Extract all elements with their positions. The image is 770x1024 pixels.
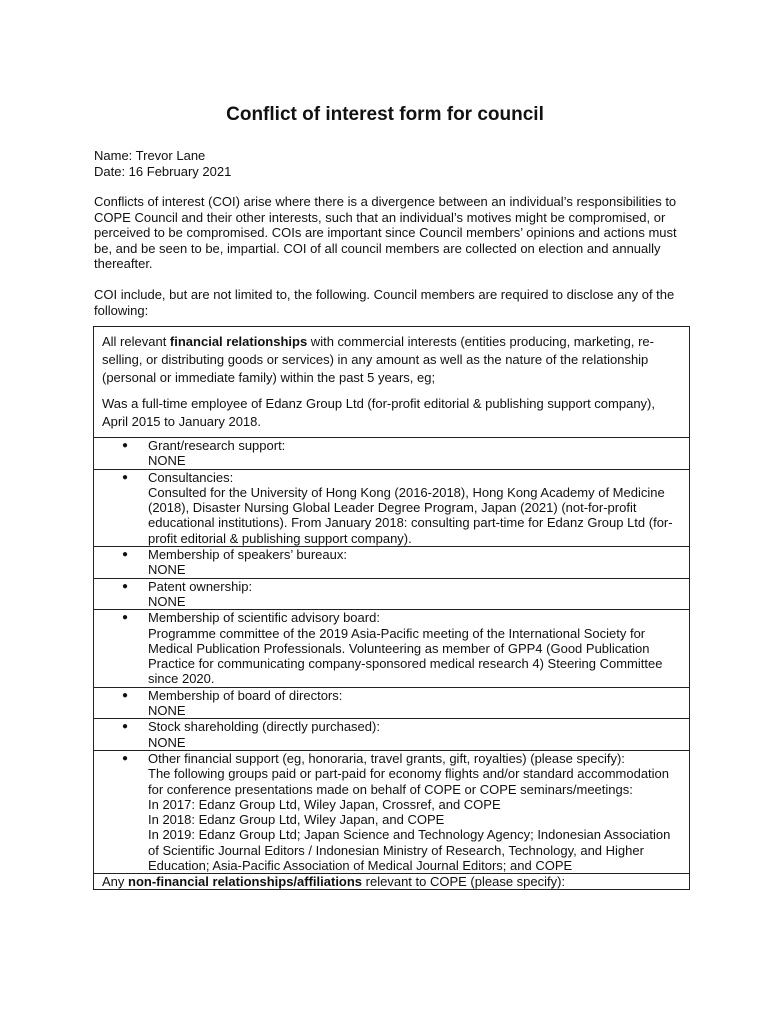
page-title: Conflict of interest form for council [226, 104, 544, 125]
item-heading: Patent ownership: [148, 578, 253, 594]
intro-paragraph: Conflicts of interest (COI) arise where there is a divergence between an individual’s responsibilities to COPE Council and their other interests, such that an individual’s motives might be compromised, or perceived to be compromised. COIs are important since Council members’ opinions and actions must be, and be seen to be, impartial. COI of all council members are collected on election and annually thereafter. [94, 194, 677, 271]
item-heading: Consultancies: [148, 469, 234, 485]
financial-lead-bold: financial relationships [169, 334, 308, 349]
non-financial-lead: Any [102, 874, 129, 890]
non-financial-rest: relevant to COPE (please specify): [362, 874, 566, 890]
non-financial-bold: non-financial relationships/affiliations [128, 874, 363, 890]
bullet-icon: ● [122, 471, 129, 483]
item-answer: Consulted for the University of Hong Kong (2016-2018), Hong Kong Academy of Medicine (2018), Disaster Nursing Global Leader Degree Program, Japan (2021) (not-for-profit educational institutions). From January 2018: consulting part-time for Edanz Group Ltd (for-profit editorial & publishing support company). [148, 484, 673, 546]
item-heading: Membership of board of directors: [148, 687, 343, 703]
table-row [94, 470, 689, 547]
other-support-2019: In 2019: Edanz Group Ltd; Japan Science and Technology Agency; Indonesian Association of Scientific Journal Editors / Indonesian Ministry of Research, Technology, and Higher Education; Asia-Pacific Association of Medical Journal Editors; and COPE [148, 827, 671, 874]
table-row [94, 719, 689, 751]
date-line: Date: 16 February 2021 [94, 163, 232, 179]
item-answer: NONE [148, 703, 186, 719]
table-row [94, 438, 689, 470]
other-support-2018: In 2018: Edanz Group Ltd, Wiley Japan, and COPE [148, 812, 445, 828]
item-answer: NONE [148, 453, 186, 469]
other-support-intro: The following groups paid or part-paid for economy flights and/or standard accommodation for conference presentations made on behalf of COPE or COPE seminars/meetings: [148, 766, 670, 797]
non-financial-row [94, 874, 689, 890]
table-row-other-support [94, 751, 689, 874]
bullet-icon: ● [122, 549, 129, 561]
item-heading: Membership of speakers’ bureaux: [148, 547, 347, 563]
item-heading: Grant/research support: [148, 438, 286, 453]
item-answer: NONE [148, 593, 186, 609]
item-answer: NONE [148, 734, 186, 750]
other-support-heading: Other financial support (eg, honoraria, travel grants, gift, royalties) (please specify): [148, 750, 625, 766]
bullet-icon: ● [122, 721, 129, 733]
financial-lead-rest: with commercial interests (entities producing, marketing, re-selling, or distributing goods or services) in any amount as well as the nature of the relationship (personal or immediate family) within the past 5 years, eg; [102, 334, 654, 385]
name-line: Name: Trevor Lane [94, 148, 206, 163]
bullet-icon: ● [122, 612, 129, 624]
financial-relationships-cell [94, 327, 689, 438]
table-row [94, 579, 689, 611]
other-support-2017: In 2017: Edanz Group Ltd, Wiley Japan, Crossref, and COPE [148, 796, 501, 812]
bullet-icon: ● [122, 440, 129, 451]
financial-lead: All relevant [102, 334, 170, 349]
coi-table [93, 326, 690, 890]
item-answer: NONE [148, 562, 186, 578]
financial-relationships-text [102, 333, 681, 387]
disclosure-paragraph: COI include, but are not limited to, the following. Council members are required to disclose any of the following: [94, 287, 675, 318]
bullet-icon: ● [122, 752, 129, 764]
employment-text: Was a full-time employee of Edanz Group Ltd (for-profit editorial & publishing support company), April 2015 to January 2018. [102, 396, 656, 429]
meta-block [94, 148, 231, 179]
table-row [94, 547, 689, 579]
table-row [94, 688, 689, 720]
item-answer: Programme committee of the 2019 Asia-Pacific meeting of the International Society for Medical Publication Professionals. Volunteering as member of GPP4 (Good Publication Practice for communicating company-sponsored medical research 4) Steering Committee since 2020. [148, 625, 663, 687]
item-heading: Stock shareholding (directly purchased): [148, 719, 380, 735]
item-heading: Membership of scientific advisory board: [148, 610, 380, 626]
bullet-icon: ● [122, 580, 129, 592]
bullet-icon: ● [122, 689, 129, 701]
table-row [94, 610, 689, 687]
